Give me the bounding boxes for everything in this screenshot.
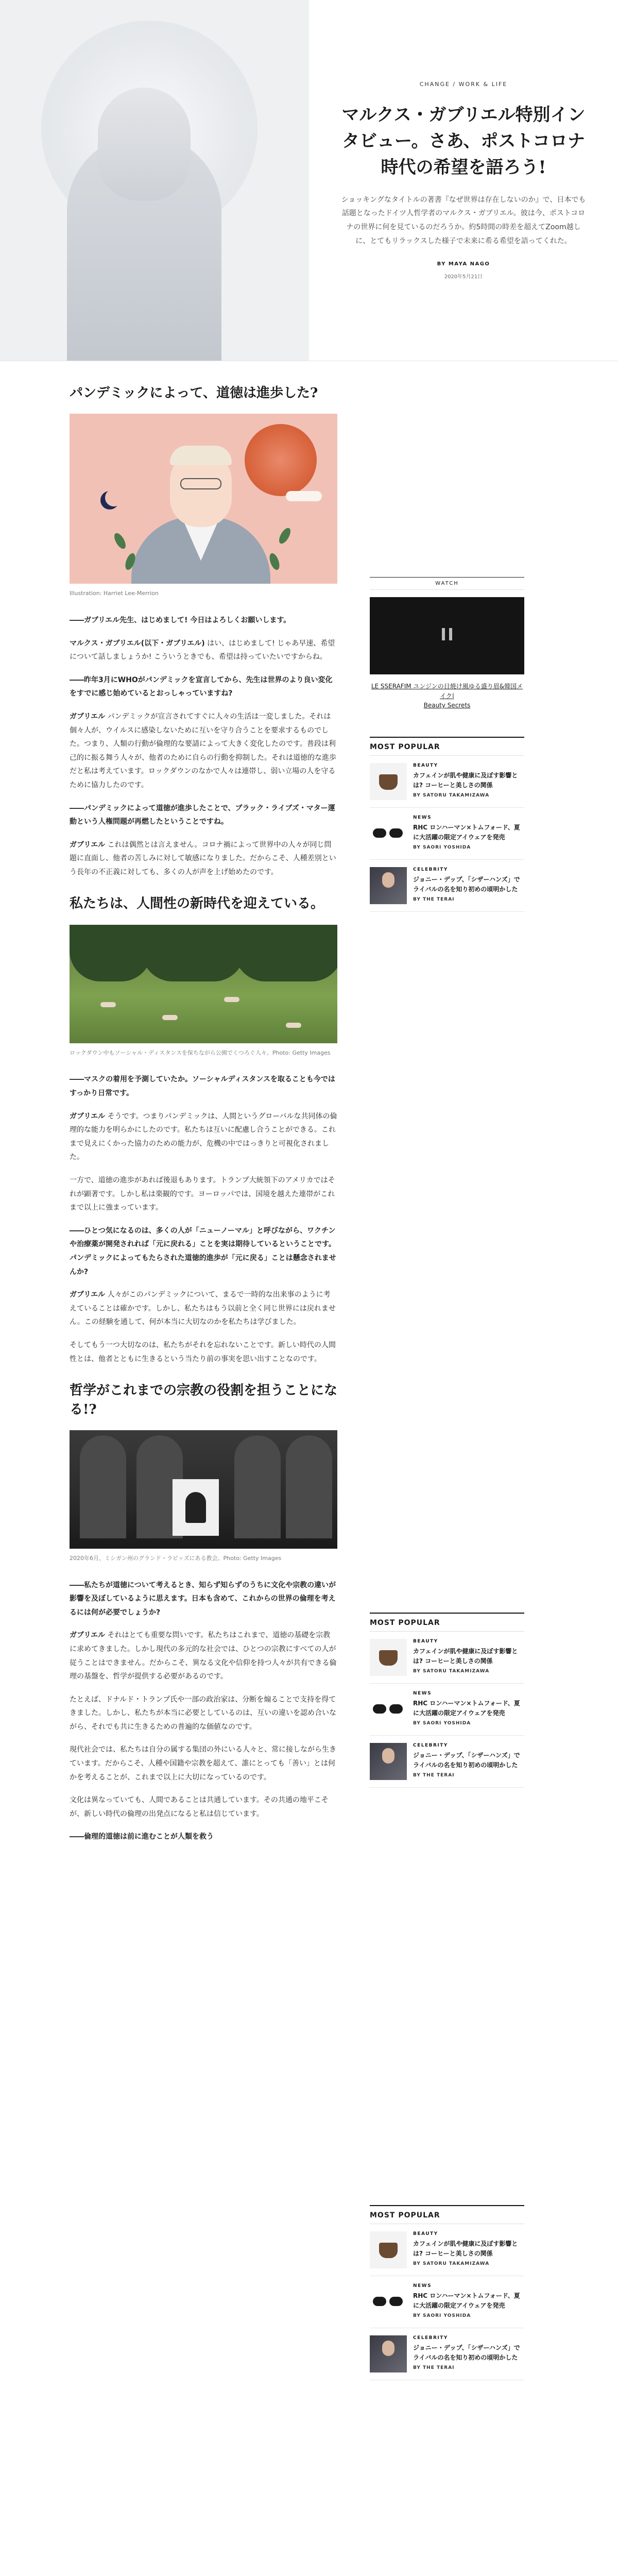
answer-text: 人々がこのパンデミックについて、まるで一時的な出来事のように考えていることは確かです。しかし、私たちはもう以前と全く同じ世界には戻れません。この経験を通して、何が本当に大切なのかを私たちは学びました。	[70, 1291, 336, 1327]
most-popular-item[interactable]	[370, 2328, 524, 2380]
item-title[interactable]: RHC ロンハーマン×トムフォード、夏に大活躍の限定アイウェアを発売	[413, 824, 520, 841]
interview-answer	[70, 838, 337, 879]
paragraph: 一方で、道徳の進歩があれば後退もあります。トランプ大統領下のアメリカではそれが顕著です。しかし私は楽観的です。ヨーロッパでは、国境を越えた連帯がこれまで以上に強まっています。	[70, 1176, 335, 1212]
item-byline: BY SAORI YOSHIDA	[413, 2313, 471, 2319]
item-category[interactable]: CELEBRITY	[413, 1743, 448, 1748]
interview-answer	[70, 637, 337, 664]
interview-answer	[70, 1288, 337, 1329]
most-popular-heading: MOST POPULAR	[370, 2205, 524, 2224]
item-byline: BY SATORU TAKAMIZAWA	[413, 2261, 490, 2267]
interview-question: ――パンデミックによって道徳が進歩したことで、ブラック・ライブズ・マター運動という人権問題が再燃したということですね。	[70, 804, 335, 826]
item-byline: BY SAORI YOSHIDA	[413, 845, 471, 851]
answer-text: パンデミックが宣言されてすぐに人々の生活は一変しました。それは個々人が、ウイルスに感染しないために互いを守り合うことを要求するものでした。つまり、人類の行動が倫理的な要請によって大きく変化したのです。普段は利己的に振る舞う人々が、他者のために自らの行動を抑制した。それは道徳的な進歩だと私は考えています。ロックダウンのなかで人々は連帯し、弱い立場の人を守るために協力したのです。	[70, 712, 336, 789]
coffee-thumbnail[interactable]	[370, 2231, 407, 2268]
hero	[0, 0, 618, 361]
watch-label: WATCH	[370, 577, 524, 590]
hero-image	[0, 0, 309, 361]
coffee-thumbnail[interactable]	[370, 763, 407, 800]
photo-arch	[286, 1435, 332, 1538]
page-title: マルクス・ガブリエル特別インタビュー。さあ、ポストコロナ時代の希望を語ろう!	[341, 104, 586, 178]
answer-text: はい、はじめまして! じゃあ早速、希望について話しましょうか! こういうときでも、希望は持っていたいですからね。	[70, 639, 335, 662]
item-title[interactable]: ジョニー・デップ、「シザーハンズ」でライバルの名を知り初めの頃明かした	[413, 876, 520, 893]
photo-person	[286, 1023, 301, 1028]
pause-icon[interactable]	[442, 628, 452, 640]
item-category[interactable]: CELEBRITY	[413, 2335, 448, 2341]
speaker-label: ガブリエル	[70, 1112, 106, 1121]
section-kicker[interactable]: CHANGE / WORK & LIFE	[419, 80, 508, 88]
answer-text: それはとても重要な問いです。私たちはこれまで、道徳の基礎を宗教に求めてきました。しかし現代の多元的な社会では、ひとつの宗教にすべての人が従うことはできません。だからこそ、異なる文化や信仰を持つ人々が共有できる倫理の基盤を、哲学が提供する必要があるのです。	[70, 1631, 337, 1681]
item-category[interactable]: NEWS	[413, 1691, 432, 1696]
illustration-hair	[170, 446, 232, 465]
hero-text	[309, 0, 618, 361]
video-series[interactable]: Beauty Secrets	[423, 702, 471, 709]
most-popular-module	[370, 737, 524, 912]
interview-question: ――ひとつ気になるのは、多くの人が「ニューノーマル」と呼びながら、ワクチンや治療薬が開発されれば「元に戻れる」ことを実は期待しているということです。パンデミックによってもたらされた道徳的進歩が「元に戻る」ことは懸念されませんか?	[70, 1226, 336, 1276]
interview-answer	[70, 1629, 337, 1683]
item-byline: BY THE TERAI	[413, 2365, 455, 2371]
photo-poster	[173, 1479, 219, 1536]
interview-question: ――マスクの着用を予測していたか。ソーシャルディスタンスを取ることも今ではすっかり日常です。	[70, 1075, 335, 1098]
most-popular-item[interactable]	[370, 756, 524, 808]
illustration-portrait	[70, 414, 337, 584]
leaf-icon	[112, 532, 128, 551]
interview-question: ――ガブリエル先生、はじめまして! 今日はよろしくお願いします。	[70, 616, 291, 624]
celebrity-thumbnail[interactable]	[370, 867, 407, 904]
item-category[interactable]: BEAUTY	[413, 763, 438, 768]
sunglasses-thumbnail[interactable]	[370, 1691, 407, 1728]
item-category[interactable]: NEWS	[413, 2283, 432, 2289]
item-title[interactable]: ジョニー・デップ、「シザーハンズ」でライバルの名を知り初めの頃明かした	[413, 1752, 520, 1769]
item-title[interactable]: RHC ロンハーマン×トムフォード、夏に大活躍の限定アイウェアを発売	[413, 2292, 520, 2309]
watch-module	[370, 577, 524, 710]
interview-answer	[70, 710, 337, 792]
hero-image-face	[98, 88, 191, 201]
section-heading: 哲学がこれまでの宗教の役割を担うことになる!?	[70, 1383, 338, 1417]
photo-tree	[70, 925, 152, 981]
item-byline: BY SATORU TAKAMIZAWA	[413, 1669, 490, 1674]
item-category[interactable]: NEWS	[413, 815, 432, 820]
sunglasses-thumbnail[interactable]	[370, 2283, 407, 2320]
photo-person	[224, 997, 239, 1002]
author-byline[interactable]: BY MAYA NAGO	[437, 261, 490, 267]
photo-poster-figure	[185, 1492, 206, 1523]
most-popular-item[interactable]	[370, 860, 524, 912]
item-byline: BY THE TERAI	[413, 1773, 455, 1778]
item-byline: BY SATORU TAKAMIZAWA	[413, 793, 490, 799]
most-popular-item[interactable]	[370, 1736, 524, 1788]
most-popular-item[interactable]	[370, 2224, 524, 2276]
interview-question: ――倫理的道徳は前に進むことが人類を救う	[70, 1833, 214, 1841]
item-title[interactable]: カフェインが肌や健康に及ぼす影響とは? コーヒーと美しさの関係	[413, 2240, 518, 2257]
most-popular-heading: MOST POPULAR	[370, 1613, 524, 1632]
paragraph: 現代社会では、私たちは自分の属する集団の外にいる人々と、常に接しながら生きています。だからこそ、人種や国籍や宗教を超えて、誰にとっても「善い」とは何かを考えることが、これまで以上に大切になっているのです。	[70, 1745, 336, 1782]
item-title[interactable]: カフェインが肌や健康に及ぼす影響とは? コーヒーと美しさの関係	[413, 772, 518, 789]
paragraph: そしてもう一つ大切なのは、私たちがそれを忘れないことです。新しい時代の人間性とは、他者とともに生きるという当たり前の事実を思い出すことなのです。	[70, 1341, 336, 1363]
most-popular-module	[370, 1613, 524, 1788]
illustration-cloud	[286, 491, 322, 501]
speaker-label: ガブリエル	[70, 1291, 106, 1299]
item-category[interactable]: BEAUTY	[413, 1639, 438, 1644]
photo-arch	[234, 1435, 281, 1538]
speaker-label: マルクス・ガブリエル(以下・ガブリエル)	[70, 639, 205, 648]
video-caption[interactable]	[370, 682, 524, 710]
article-body	[70, 384, 337, 1853]
illustration-moon	[100, 491, 119, 510]
photo-park	[70, 925, 337, 1043]
photo-person	[162, 1015, 178, 1020]
illustration-glasses	[180, 478, 221, 489]
most-popular-item[interactable]	[370, 1632, 524, 1684]
image-caption: ロックダウン中もソーシャル・ディスタンスを保ちながら公園でくつろぐ人々。Photo: Getty Images	[70, 1049, 331, 1056]
item-title[interactable]: ジョニー・デップ、「シザーハンズ」でライバルの名を知り初めの頃明かした	[413, 2344, 520, 2361]
image-caption: Illustration: Harriet Lee-Merrion	[70, 590, 159, 597]
speaker-label: ガブリエル	[70, 1631, 106, 1640]
leaf-icon	[268, 552, 282, 571]
sunglasses-thumbnail[interactable]	[370, 815, 407, 852]
photo-tree	[142, 925, 245, 981]
illustration-sun	[245, 424, 317, 496]
photo-arch	[80, 1435, 126, 1538]
item-category[interactable]: BEAUTY	[413, 2231, 438, 2236]
paragraph: たとえば、ドナルド・トランプ氏や一部の政治家は、分断を煽ることで支持を得てきました。しかし、私たちが本当に必要としているのは、互いの違いを認め合いながら、それでも共に生きるための普遍的な価値なのです。	[70, 1695, 336, 1731]
answer-text: そうです。つまりパンデミックは、人間というグローバルな共同体の倫理的な能力を明らかにしたのです。私たちは互いに配慮し合うことができる。これまで見えにくかった協力のための能力が、危機の中ではっきりと可視化されました。	[70, 1112, 337, 1162]
section-heading: 私たちは、人間性の新時代を迎えている。	[70, 896, 324, 912]
answer-text: これは偶然とは言えません。コロナ禍によって世界中の人々が同じ問題に直面し、他者の苦しみに対して敏感になりました。だからこそ、人種差別という長年の不正義に対しても、多くの人が声を上げ始めたのです。	[70, 840, 336, 876]
speaker-label: ガブリエル	[70, 840, 106, 849]
photo-church	[70, 1430, 337, 1549]
celebrity-thumbnail[interactable]	[370, 1743, 407, 1780]
article-dek: ショッキングなタイトルの著書『なぜ世界は存在しないのか』で、日本でも話題となったドイツ人哲学者のマルクス・ガブリエル。彼は今、ポストコロナの世界に何を見ているのだろうか。約5時間の時差を超えてZoom越しに、とてもリラックスした様子で未来に希る希望を語ってくれた。	[341, 195, 586, 245]
section-heading: パンデミックによって、道徳は進歩した?	[70, 385, 318, 401]
photo-tree	[234, 925, 337, 981]
photo-person	[100, 1002, 116, 1007]
most-popular-item[interactable]	[370, 2276, 524, 2328]
item-byline: BY SAORI YOSHIDA	[413, 1721, 471, 1726]
video-player[interactable]	[370, 597, 524, 674]
most-popular-item[interactable]	[370, 1684, 524, 1736]
video-title[interactable]: LE SSERAFIM ユンジンの日焼け風ゆる盛り眉&韓国メイク|	[371, 683, 523, 700]
leaf-icon	[277, 527, 293, 546]
interview-question: ――昨年3月にWHOがパンデミックを宣言してから、先生は世界のより良い変化をすでに感じ始めているとおっしゃっていますね?	[70, 675, 333, 698]
most-popular-item[interactable]	[370, 808, 524, 860]
interview-question: ――私たちが道徳について考えるとき、知らず知らずのうちに文化や宗教の違いが影響を及ぼしているように思えます。日本も含めて、これからの世界の倫理を考えるには何が必要でしょうか?	[70, 1581, 336, 1617]
most-popular-module	[370, 2205, 524, 2380]
item-byline: BY THE TERAI	[413, 897, 455, 903]
item-title[interactable]: RHC ロンハーマン×トムフォード、夏に大活躍の限定アイウェアを発売	[413, 1700, 520, 1717]
most-popular-heading: MOST POPULAR	[370, 737, 524, 756]
celebrity-thumbnail[interactable]	[370, 2335, 407, 2372]
item-category[interactable]: CELEBRITY	[413, 867, 448, 872]
item-title[interactable]: カフェインが肌や健康に及ぼす影響とは? コーヒーと美しさの関係	[413, 1648, 518, 1665]
publish-date: 2020年5月21日	[444, 274, 483, 280]
interview-answer	[70, 1110, 337, 1164]
image-caption: 2020年6月、ミシガン州のグランド・ラピッズにある教会。Photo: Getty Images	[70, 1554, 282, 1562]
paragraph: 文化は異なっていても、人間であることは共通しています。その共通の地平こそが、新しい時代の倫理の出発点になると私は信じています。	[70, 1796, 329, 1818]
speaker-label: ガブリエル	[70, 712, 106, 721]
coffee-thumbnail[interactable]	[370, 1639, 407, 1676]
